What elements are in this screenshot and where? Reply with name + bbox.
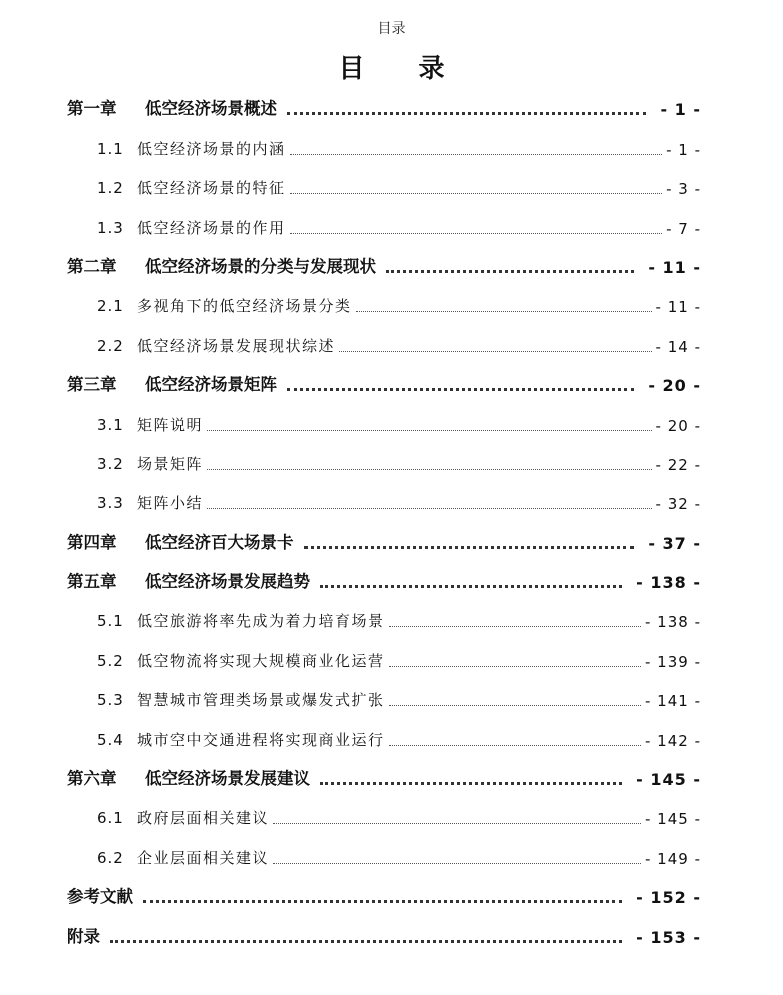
toc-entry-label xyxy=(67,95,277,119)
toc-page-number: - 20 - xyxy=(648,376,701,396)
toc-page-number: - 141 - xyxy=(645,692,701,711)
dot-leader xyxy=(389,705,641,706)
toc-section-entry[interactable] xyxy=(67,480,701,519)
toc-entry-title: 低空经济场景概述 xyxy=(145,99,277,119)
toc-entry-number: 5.3 xyxy=(97,691,124,710)
toc-section-entry[interactable] xyxy=(67,716,701,755)
toc-entry-title: 低空经济场景的特征 xyxy=(137,179,286,198)
toc-entry-title: 低空经济场景发展建议 xyxy=(145,769,310,789)
toc-entry-label xyxy=(97,295,352,316)
toc-entry-label xyxy=(97,414,203,435)
toc-entry-title: 多视角下的低空经济场景分类 xyxy=(137,297,352,316)
toc-entry-label xyxy=(97,138,286,159)
toc-page-number: - 138 - xyxy=(645,613,701,632)
toc-entry-title: 低空经济场景的作用 xyxy=(137,218,286,237)
toc-entry-label xyxy=(97,492,203,513)
toc-entry-number: 第六章 xyxy=(67,769,117,789)
toc-entry-number: 5.2 xyxy=(97,651,124,670)
toc-entry-number: 2.2 xyxy=(97,336,124,355)
toc-page-number: - 20 - xyxy=(655,416,701,435)
toc-entry-number: 第五章 xyxy=(67,572,117,592)
toc-entry-number: 第二章 xyxy=(67,256,117,276)
toc-entry-label xyxy=(97,177,286,198)
toc-page-number: - 145 - xyxy=(636,770,701,790)
toc-entry-title: 附录 xyxy=(67,926,100,946)
toc-entry-title: 低空经济场景矩阵 xyxy=(145,375,277,395)
toc-entry-title: 低空经济场景发展现状综述 xyxy=(137,336,336,355)
toc-section-entry[interactable] xyxy=(67,125,701,164)
toc-entry-title: 低空经济百大场景卡 xyxy=(145,532,294,552)
dot-leader xyxy=(386,270,634,273)
running-header: 目录 xyxy=(377,21,406,37)
toc-section-entry[interactable] xyxy=(67,795,701,834)
dot-leader xyxy=(290,193,663,194)
toc-entry-label xyxy=(67,529,294,553)
toc-entry-label xyxy=(67,253,376,277)
toc-entry-title: 矩阵小结 xyxy=(137,494,204,513)
toc-entry-label xyxy=(97,847,269,868)
toc-page-number: - 153 - xyxy=(636,927,701,947)
toc-page-number: - 11 - xyxy=(655,298,701,317)
toc-page-number: - 142 - xyxy=(645,731,701,750)
toc-entry-label xyxy=(67,765,310,789)
toc-chapter-entry[interactable] xyxy=(67,244,701,283)
toc-entry-label xyxy=(67,568,310,592)
toc-chapter-entry[interactable] xyxy=(67,362,701,401)
toc-entry-label xyxy=(67,371,277,395)
dot-leader xyxy=(339,351,652,352)
toc-chapter-entry[interactable] xyxy=(67,559,701,598)
page-title: 目 录 xyxy=(338,54,459,84)
toc-page-number: - 1 - xyxy=(666,140,701,159)
table-of-contents xyxy=(67,86,701,953)
toc-page-number: - 22 - xyxy=(655,455,701,474)
toc-entry-number: 6.2 xyxy=(97,848,124,867)
toc-entry-title: 低空经济场景的分类与发展现状 xyxy=(145,256,376,276)
dot-leader xyxy=(356,311,652,312)
toc-entry-label xyxy=(97,689,385,710)
toc-entry-title: 城市空中交通进程将实现商业运行 xyxy=(137,730,385,749)
dot-leader xyxy=(389,745,641,746)
toc-entry-number: 5.1 xyxy=(97,612,124,631)
toc-section-entry[interactable] xyxy=(67,283,701,322)
toc-chapter-entry[interactable] xyxy=(67,913,701,952)
toc-page-number: - 32 - xyxy=(655,495,701,514)
toc-entry-number: 第四章 xyxy=(67,532,117,552)
toc-section-entry[interactable] xyxy=(67,677,701,716)
toc-entry-label xyxy=(97,650,385,671)
toc-chapter-entry[interactable] xyxy=(67,756,701,795)
toc-section-entry[interactable] xyxy=(67,637,701,676)
toc-section-entry[interactable] xyxy=(67,204,701,243)
toc-section-entry[interactable] xyxy=(67,165,701,204)
toc-entry-number: 2.1 xyxy=(97,297,124,316)
toc-entry-number: 3.1 xyxy=(97,415,124,434)
dot-leader xyxy=(207,508,652,509)
dot-leader xyxy=(304,546,635,549)
dot-leader xyxy=(290,233,663,234)
toc-page-number: - 3 - xyxy=(666,180,701,199)
toc-chapter-entry[interactable] xyxy=(67,874,701,913)
toc-entry-title: 企业层面相关建议 xyxy=(137,848,270,867)
toc-page-number: - 14 - xyxy=(655,337,701,356)
toc-page-number: - 138 - xyxy=(636,573,701,593)
dot-leader xyxy=(320,585,622,588)
toc-entry-label xyxy=(97,217,286,238)
dot-leader xyxy=(143,900,622,903)
toc-entry-title: 矩阵说明 xyxy=(137,415,204,434)
toc-entry-label xyxy=(97,610,385,631)
toc-entry-label xyxy=(67,883,133,907)
toc-chapter-entry[interactable] xyxy=(67,86,701,125)
toc-entry-title: 低空经济场景发展趋势 xyxy=(145,572,310,592)
toc-section-entry[interactable] xyxy=(67,401,701,440)
dot-leader xyxy=(290,154,663,155)
toc-entry-number: 第一章 xyxy=(67,99,117,119)
toc-page-number: - 7 - xyxy=(666,219,701,238)
toc-entry-title: 低空旅游将率先成为着力培育场景 xyxy=(137,612,385,631)
toc-page-number: - 145 - xyxy=(645,810,701,829)
dot-leader xyxy=(273,863,641,864)
dot-leader xyxy=(389,626,641,627)
toc-page-number: - 37 - xyxy=(648,533,701,553)
toc-entry-title: 低空物流将实现大规模商业化运营 xyxy=(137,651,385,670)
toc-entry-number: 6.1 xyxy=(97,809,124,828)
toc-entry-label xyxy=(97,335,335,356)
toc-page-number: - 152 - xyxy=(636,888,701,908)
toc-entry-label xyxy=(97,729,385,750)
dot-leader xyxy=(207,430,652,431)
dot-leader xyxy=(207,469,652,470)
dot-leader xyxy=(110,940,622,943)
toc-entry-label xyxy=(97,807,269,828)
toc-chapter-entry[interactable] xyxy=(67,519,701,558)
dot-leader xyxy=(287,388,634,391)
toc-entry-number: 1.1 xyxy=(97,139,124,158)
dot-leader xyxy=(389,666,641,667)
toc-section-entry[interactable] xyxy=(67,441,701,480)
toc-entry-number: 第三章 xyxy=(67,375,117,395)
dot-leader xyxy=(287,112,646,115)
toc-entry-number: 1.3 xyxy=(97,218,124,237)
toc-page-number: - 149 - xyxy=(645,849,701,868)
toc-entry-title: 政府层面相关建议 xyxy=(137,809,270,828)
toc-page-number: - 139 - xyxy=(645,652,701,671)
toc-page-number: - 11 - xyxy=(648,257,701,277)
dot-leader xyxy=(273,823,641,824)
toc-entry-label xyxy=(67,923,100,947)
toc-entry-number: 3.2 xyxy=(97,454,124,473)
toc-section-entry[interactable] xyxy=(67,834,701,873)
toc-entry-number: 1.2 xyxy=(97,179,124,198)
dot-leader xyxy=(320,782,622,785)
toc-entry-title: 参考文献 xyxy=(67,887,133,907)
toc-section-entry[interactable] xyxy=(67,322,701,361)
toc-page-number: - 1 - xyxy=(660,100,701,120)
toc-entry-label xyxy=(97,453,203,474)
toc-section-entry[interactable] xyxy=(67,598,701,637)
toc-entry-title: 智慧城市管理类场景或爆发式扩张 xyxy=(137,691,385,710)
toc-entry-number: 5.4 xyxy=(97,730,124,749)
toc-entry-number: 3.3 xyxy=(97,494,124,513)
toc-entry-title: 低空经济场景的内涵 xyxy=(137,139,286,158)
toc-entry-title: 场景矩阵 xyxy=(137,454,204,473)
